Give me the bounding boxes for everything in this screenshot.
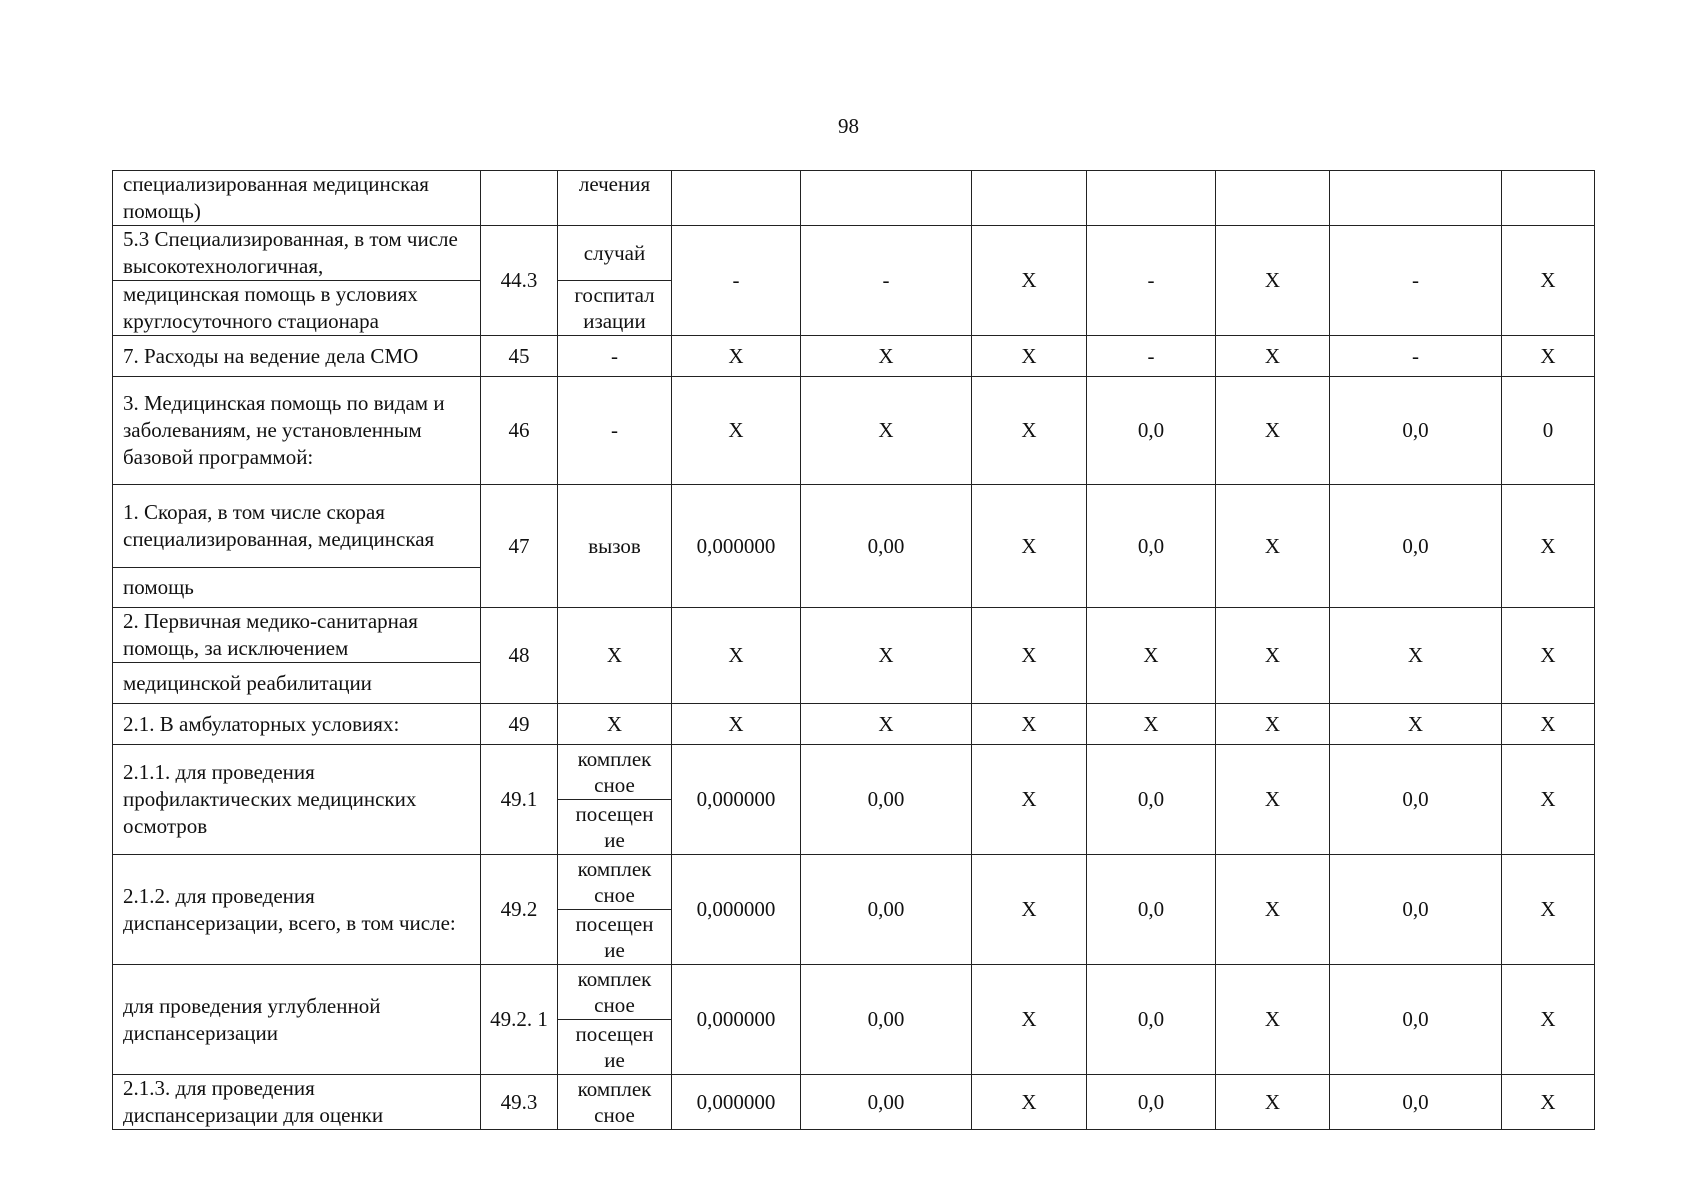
table-row xyxy=(113,336,1595,377)
cell-value: 0,0 xyxy=(1330,377,1502,485)
cell-value: X xyxy=(1502,485,1595,608)
row-code: 49.3 xyxy=(481,1075,558,1130)
cell-value: X xyxy=(972,226,1087,336)
row-unit: X xyxy=(558,704,672,745)
row-unit: посещен ие xyxy=(558,800,672,855)
row-name: 1. Скорая, в том числе скорая специализированная, медицинская xyxy=(113,485,481,568)
cell-value: 0,0 xyxy=(1330,855,1502,965)
table-row xyxy=(113,377,1595,485)
row-name: специализированная медицинская помощь) xyxy=(113,171,481,226)
cell-value xyxy=(1330,171,1502,226)
cell-value: 0,0 xyxy=(1087,855,1216,965)
cell-value: - xyxy=(801,226,972,336)
cell-value: 0,000000 xyxy=(672,855,801,965)
row-unit: посещен ие xyxy=(558,910,672,965)
row-unit: госпитал изации xyxy=(558,281,672,336)
row-code: 47 xyxy=(481,485,558,608)
row-unit: комплек сное xyxy=(558,1075,672,1130)
row-unit: комплек сное xyxy=(558,855,672,910)
cell-value: X xyxy=(801,608,972,704)
cell-value: - xyxy=(672,226,801,336)
cell-value xyxy=(1216,171,1330,226)
cell-value: X xyxy=(1216,745,1330,855)
row-name: 2. Первичная медико-санитарная помощь, за исключением xyxy=(113,608,481,663)
cell-value: X xyxy=(1330,704,1502,745)
cell-value: - xyxy=(1087,226,1216,336)
cell-value: X xyxy=(972,965,1087,1075)
row-name: медицинской реабилитации xyxy=(113,663,481,704)
cell-value: 0,00 xyxy=(801,965,972,1075)
cell-value: X xyxy=(1502,226,1595,336)
row-unit: комплек сное xyxy=(558,965,672,1020)
cell-value: X xyxy=(1216,608,1330,704)
row-unit: X xyxy=(558,608,672,704)
cell-value xyxy=(672,171,801,226)
row-code: 46 xyxy=(481,377,558,485)
cell-value xyxy=(801,171,972,226)
page-number: 98 xyxy=(838,114,859,138)
row-unit: - xyxy=(558,336,672,377)
row-unit: лечения xyxy=(558,171,672,226)
cell-value: X xyxy=(1216,1075,1330,1130)
cell-value: - xyxy=(1087,336,1216,377)
row-name: 5.3 Специализированная, в том числе высокотехнологичная, xyxy=(113,226,481,281)
cell-value: 0,000000 xyxy=(672,1075,801,1130)
table-row xyxy=(113,226,1595,281)
cell-value: 0,000000 xyxy=(672,745,801,855)
cell-value: X xyxy=(972,377,1087,485)
row-name: медицинская помощь в условиях круглосуточного стационара xyxy=(113,281,481,336)
cell-value: X xyxy=(1216,485,1330,608)
cell-value: 0,00 xyxy=(801,485,972,608)
cell-value: X xyxy=(1502,704,1595,745)
cell-value: X xyxy=(1216,965,1330,1075)
row-name: для проведения углубленной диспансеризации xyxy=(113,965,481,1075)
cell-value: X xyxy=(1216,336,1330,377)
table-row xyxy=(113,965,1595,1020)
cell-value: X xyxy=(1502,1075,1595,1130)
cell-value: X xyxy=(672,704,801,745)
cell-value: X xyxy=(972,336,1087,377)
cell-value: X xyxy=(1216,704,1330,745)
row-name: 3. Медицинская помощь по видам и заболеваниям, не установленным базовой программой: xyxy=(113,377,481,485)
cell-value: 0 xyxy=(1502,377,1595,485)
row-unit: случай xyxy=(558,226,672,281)
cell-value: X xyxy=(1216,855,1330,965)
cell-value: X xyxy=(801,704,972,745)
table-row xyxy=(113,745,1595,800)
cell-value: 0,0 xyxy=(1330,1075,1502,1130)
cell-value: 0,00 xyxy=(801,745,972,855)
cell-value: X xyxy=(1087,608,1216,704)
data-table xyxy=(112,170,1595,1130)
row-unit: - xyxy=(558,377,672,485)
row-code: 48 xyxy=(481,608,558,704)
cell-value: X xyxy=(972,704,1087,745)
table-row xyxy=(113,1075,1595,1130)
row-name: 2.1.1. для проведения профилактических медицинских осмотров xyxy=(113,745,481,855)
cell-value xyxy=(1502,171,1595,226)
cell-value: 0,0 xyxy=(1087,377,1216,485)
cell-value: 0,00 xyxy=(801,855,972,965)
cell-value: X xyxy=(801,377,972,485)
cell-value xyxy=(972,171,1087,226)
cell-value: X xyxy=(1216,226,1330,336)
cell-value: X xyxy=(801,336,972,377)
row-unit: посещен ие xyxy=(558,1020,672,1075)
row-code: 45 xyxy=(481,336,558,377)
row-code: 49.2. 1 xyxy=(481,965,558,1075)
cell-value: 0,0 xyxy=(1087,745,1216,855)
cell-value: 0,00 xyxy=(801,1075,972,1130)
cell-value: 0,0 xyxy=(1330,485,1502,608)
row-code xyxy=(481,171,558,226)
cell-value: X xyxy=(972,855,1087,965)
row-name: 2.1.3. для проведения диспансеризации для оценки xyxy=(113,1075,481,1130)
row-unit: вызов xyxy=(558,485,672,608)
cell-value: X xyxy=(1216,377,1330,485)
cell-value: X xyxy=(972,608,1087,704)
row-name: 7. Расходы на ведение дела СМО xyxy=(113,336,481,377)
cell-value: - xyxy=(1330,336,1502,377)
table-row xyxy=(113,608,1595,663)
row-code: 49 xyxy=(481,704,558,745)
row-name: 2.1.2. для проведения диспансеризации, всего, в том числе: xyxy=(113,855,481,965)
table-row xyxy=(113,171,1595,226)
cell-value: 0,0 xyxy=(1087,965,1216,1075)
cell-value: - xyxy=(1330,226,1502,336)
cell-value: X xyxy=(1502,608,1595,704)
cell-value: X xyxy=(972,1075,1087,1130)
cell-value: 0,0 xyxy=(1330,745,1502,855)
table-row xyxy=(113,485,1595,568)
row-code: 49.1 xyxy=(481,745,558,855)
cell-value: X xyxy=(672,336,801,377)
cell-value: 0,000000 xyxy=(672,965,801,1075)
table-row xyxy=(113,704,1595,745)
cell-value: X xyxy=(972,745,1087,855)
cell-value: X xyxy=(972,485,1087,608)
cell-value: X xyxy=(1502,336,1595,377)
cell-value: 0,000000 xyxy=(672,485,801,608)
cell-value: 0,0 xyxy=(1087,1075,1216,1130)
row-code: 44.3 xyxy=(481,226,558,336)
row-code: 49.2 xyxy=(481,855,558,965)
cell-value: X xyxy=(672,377,801,485)
cell-value: X xyxy=(1087,704,1216,745)
table-row xyxy=(113,855,1595,910)
cell-value: 0,0 xyxy=(1087,485,1216,608)
row-name: 2.1. В амбулаторных условиях: xyxy=(113,704,481,745)
cell-value: X xyxy=(672,608,801,704)
cell-value: X xyxy=(1502,855,1595,965)
cell-value: X xyxy=(1330,608,1502,704)
row-name: помощь xyxy=(113,568,481,608)
row-unit: комплек сное xyxy=(558,745,672,800)
cell-value: X xyxy=(1502,965,1595,1075)
cell-value: X xyxy=(1502,745,1595,855)
cell-value xyxy=(1087,171,1216,226)
cell-value: 0,0 xyxy=(1330,965,1502,1075)
